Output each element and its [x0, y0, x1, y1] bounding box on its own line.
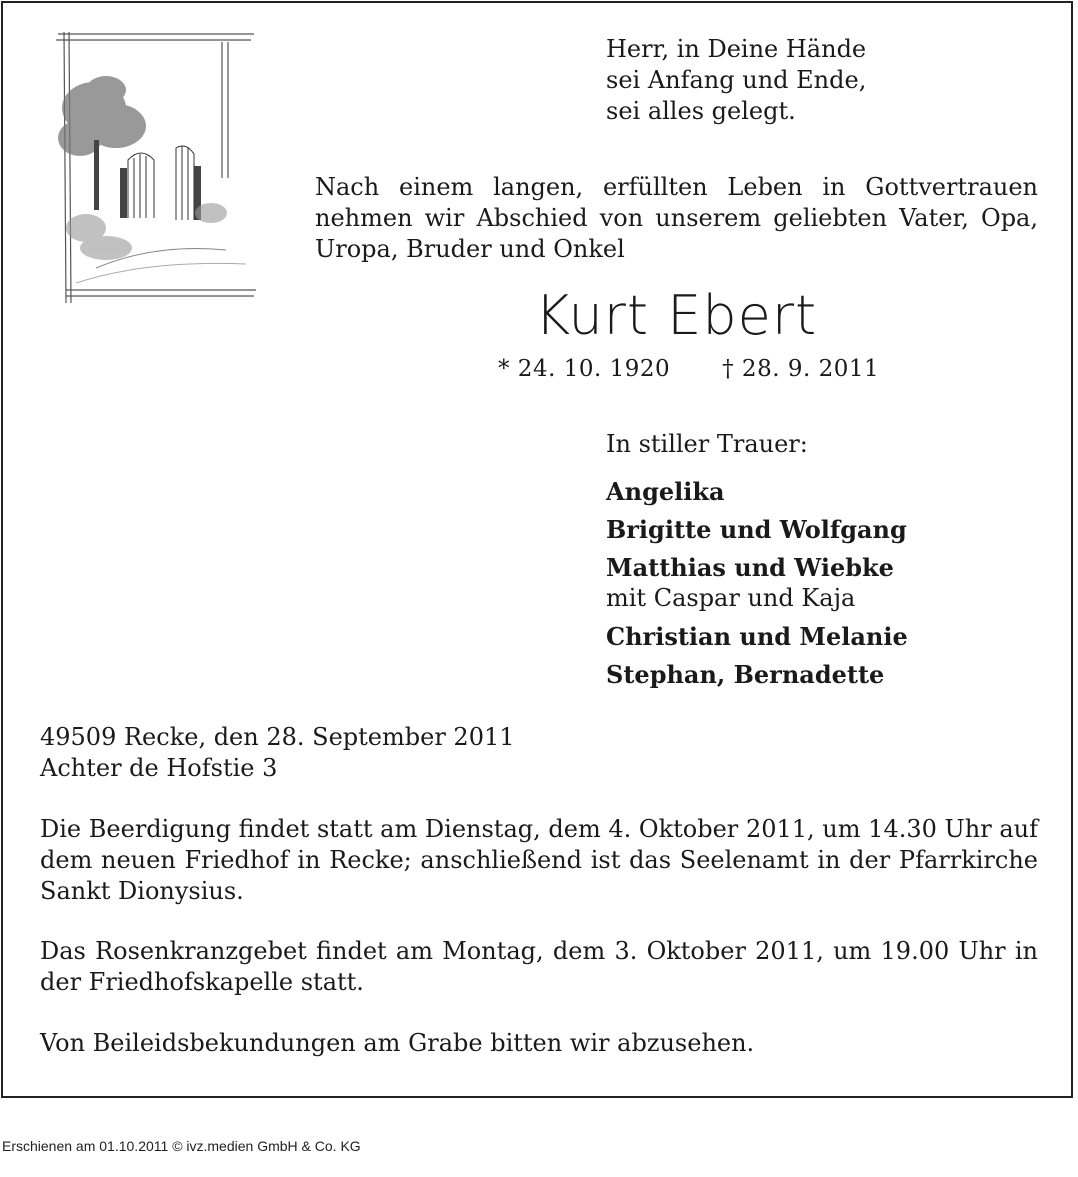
- psalm-line: sei Anfang und Ende,: [606, 66, 867, 94]
- publication-footer: Erschienen am 01.10.2011 © ivz.medien GmbH & Co. KG: [2, 1138, 361, 1154]
- address-place-date: 49509 Recke, den 28. September 2011: [40, 723, 515, 751]
- family-member: Stephan, Bernadette: [606, 660, 885, 689]
- life-dates: [498, 354, 879, 384]
- death-date: † 28. 9. 2011: [722, 356, 880, 382]
- rosary-paragraph: Das Rosenkranzgebet findet am Montag, dem 3. Oktober 2011, um 19.00 Uhr in der Friedhofskapelle statt.: [40, 937, 1038, 996]
- address-block: [40, 722, 515, 784]
- family-list: [606, 476, 908, 697]
- psalm-line: Herr, in Deine Hände: [606, 35, 867, 63]
- funeral-paragraph: Die Beerdigung findet statt am Dienstag, dem 4. Oktober 2011, um 14.30 Uhr auf dem neuen Friedhof in Recke; anschließend ist das Seelenamt in der Pfarrkirche Sankt Dionysius.: [40, 815, 1038, 905]
- family-member: Brigitte und Wolfgang: [606, 515, 907, 544]
- family-member-note: mit Caspar und Kaja: [606, 584, 856, 612]
- deceased-name: Kurt Ebert: [534, 284, 818, 347]
- intro-text: Nach einem langen, erfüllten Leben in Gottvertrauen nehmen wir Abschied von unserem geliebten Vater, Opa, Uropa, Bruder und Onkel: [315, 173, 1038, 263]
- family-member: Christian und Melanie: [606, 622, 908, 651]
- garden-gate-tree-icon: [36, 28, 258, 306]
- address-street: Achter de Hofstie 3: [40, 754, 278, 782]
- family-member: Angelika: [606, 477, 725, 506]
- psalm-verse: [606, 34, 866, 127]
- condolences-paragraph: Von Beileidsbekundungen am Grabe bitten wir abzusehen.: [40, 1029, 755, 1057]
- mourning-heading: In stiller Trauer:: [606, 430, 808, 458]
- birth-date: * 24. 10. 1920: [498, 356, 671, 382]
- family-member: Matthias und Wiebke: [606, 553, 894, 582]
- psalm-line: sei alles gelegt.: [606, 97, 796, 125]
